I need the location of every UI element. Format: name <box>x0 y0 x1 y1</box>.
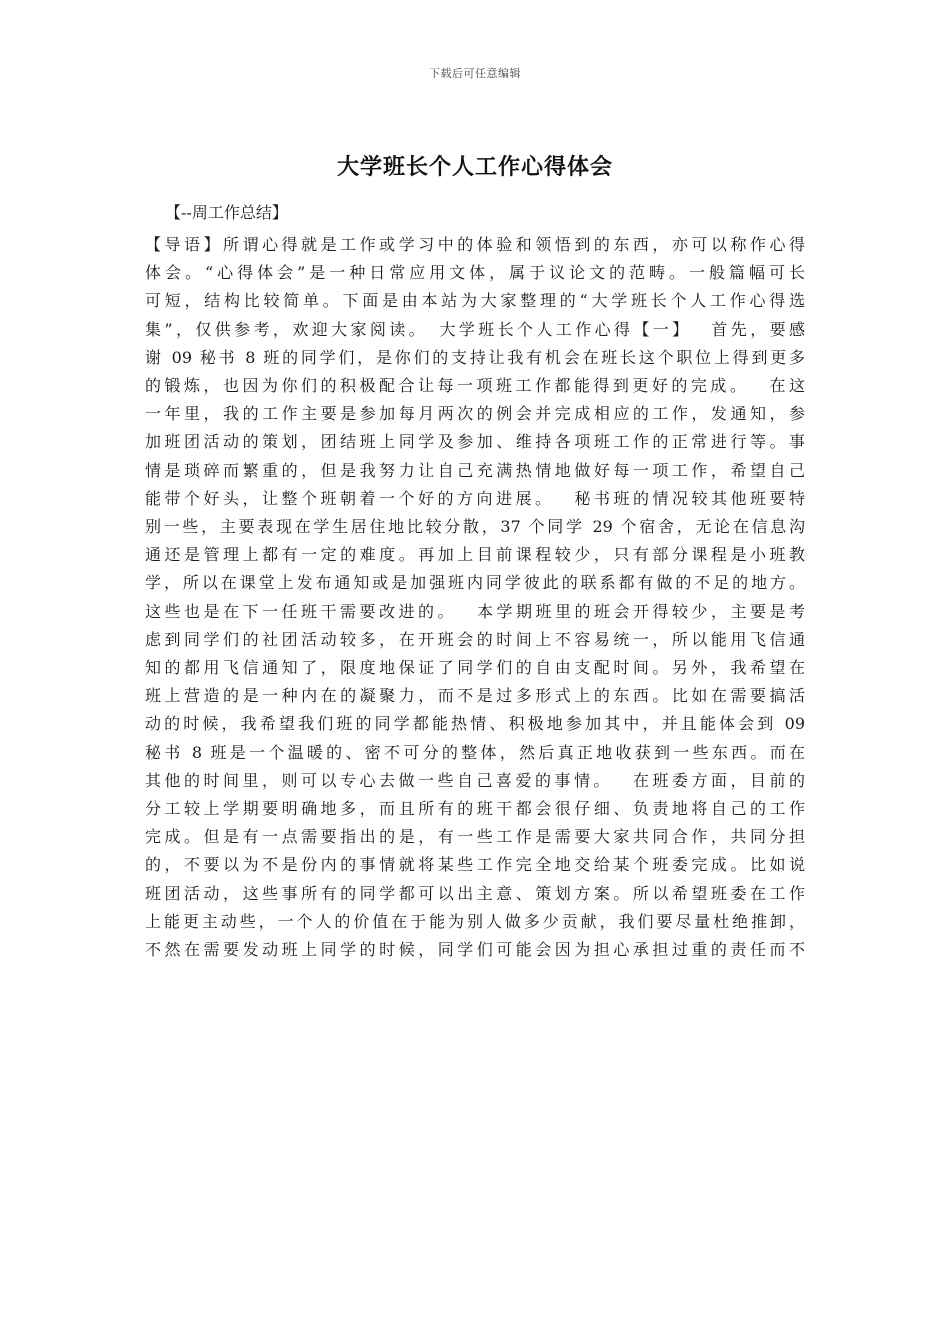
body-line: 谢 09 秘书 8 班的同学们，是你们的支持让我有机会在班长这个职位上得到更多 <box>145 347 805 367</box>
body-line: 集”，仅供参考，欢迎大家阅读。 大学班长个人工作心得【一】 首先，要感 <box>145 319 805 339</box>
body-line: 知的都用飞信通知了，限度地保证了同学们的自由支配时间。另外，我希望在 <box>145 658 805 678</box>
body-line: 虑到同学们的社团活动较多，在开班会的时间上不容易统一，所以能用飞信通 <box>145 629 805 649</box>
body-line: 秘书 8 班是一个温暖的、密不可分的整体，然后真正地收获到一些东西。而在 <box>145 742 805 762</box>
body-line: 完成。但是有一点需要指出的是，有一些工作是需要大家共同合作，共同分担 <box>145 827 805 847</box>
document-subtitle: 【--周工作总结】 <box>165 203 288 222</box>
body-line: 能带个好头，让整个班朝着一个好的方向进展。 秘书班的情况较其他班要特 <box>145 488 805 508</box>
body-line: 体会。“心得体会”是一种日常应用文体，属于议论文的范畴。一般篇幅可长 <box>145 263 805 283</box>
body-line: 班团活动，这些事所有的同学都可以出主意、策划方案。所以希望班委在工作 <box>145 883 805 903</box>
body-line: 动的时候，我希望我们班的同学都能热情、积极地参加其中，并且能体会到 09 <box>145 714 805 734</box>
body-line: 一年里，我的工作主要是参加每月两次的例会并完成相应的工作，发通知，参 <box>145 404 805 424</box>
body-line: 其他的时间里，则可以专心去做一些自己喜爱的事情。 在班委方面，目前的 <box>145 770 805 790</box>
body-line: 通还是管理上都有一定的难度。再加上目前课程较少，只有部分课程是小班教 <box>145 545 805 565</box>
body-line: 【导语】所谓心得就是工作或学习中的体验和领悟到的东西，亦可以称作心得 <box>145 235 805 254</box>
document-title: 大学班长个人工作心得体会 <box>336 154 613 180</box>
body-line: 不然在需要发动班上同学的时候，同学们可能会因为担心承担过重的责任而不 <box>145 940 805 960</box>
document-body <box>145 231 805 964</box>
body-line: 学，所以在课堂上发布通知或是加强班内同学彼此的联系都有做的不足的地方。 <box>145 573 805 593</box>
body-line: 这些也是在下一任班干需要改进的。 本学期班里的班会开得较少，主要是考 <box>145 601 805 621</box>
header-note: 下载后可任意编辑 <box>429 67 521 80</box>
body-line: 的，不要以为不是份内的事情就将某些工作完全地交给某个班委完成。比如说 <box>145 855 805 875</box>
body-line: 情是琐碎而繁重的，但是我努力让自己充满热情地做好每一项工作，希望自己 <box>145 460 805 480</box>
body-line: 别一些，主要表现在学生居住地比较分散，37 个同学 29 个宿舍，无论在信息沟 <box>145 517 805 537</box>
body-line: 分工较上学期要明确地多，而且所有的班干都会很仔细、负责地将自己的工作 <box>145 799 805 819</box>
body-line: 可短，结构比较简单。下面是由本站为大家整理的“大学班长个人工作心得选 <box>145 291 805 311</box>
body-line: 的锻炼，也因为你们的积极配合让每一项班工作都能得到更好的完成。 在这 <box>145 376 805 396</box>
body-line: 班上营造的是一种内在的凝聚力，而不是过多形式上的东西。比如在需要搞活 <box>145 686 805 706</box>
body-line: 上能更主动些，一个人的价值在于能为别人做多少贡献，我们要尽量杜绝推卸， <box>145 911 805 931</box>
body-line: 加班团活动的策划，团结班上同学及参加、维持各项班工作的正常进行等。事 <box>145 432 805 452</box>
